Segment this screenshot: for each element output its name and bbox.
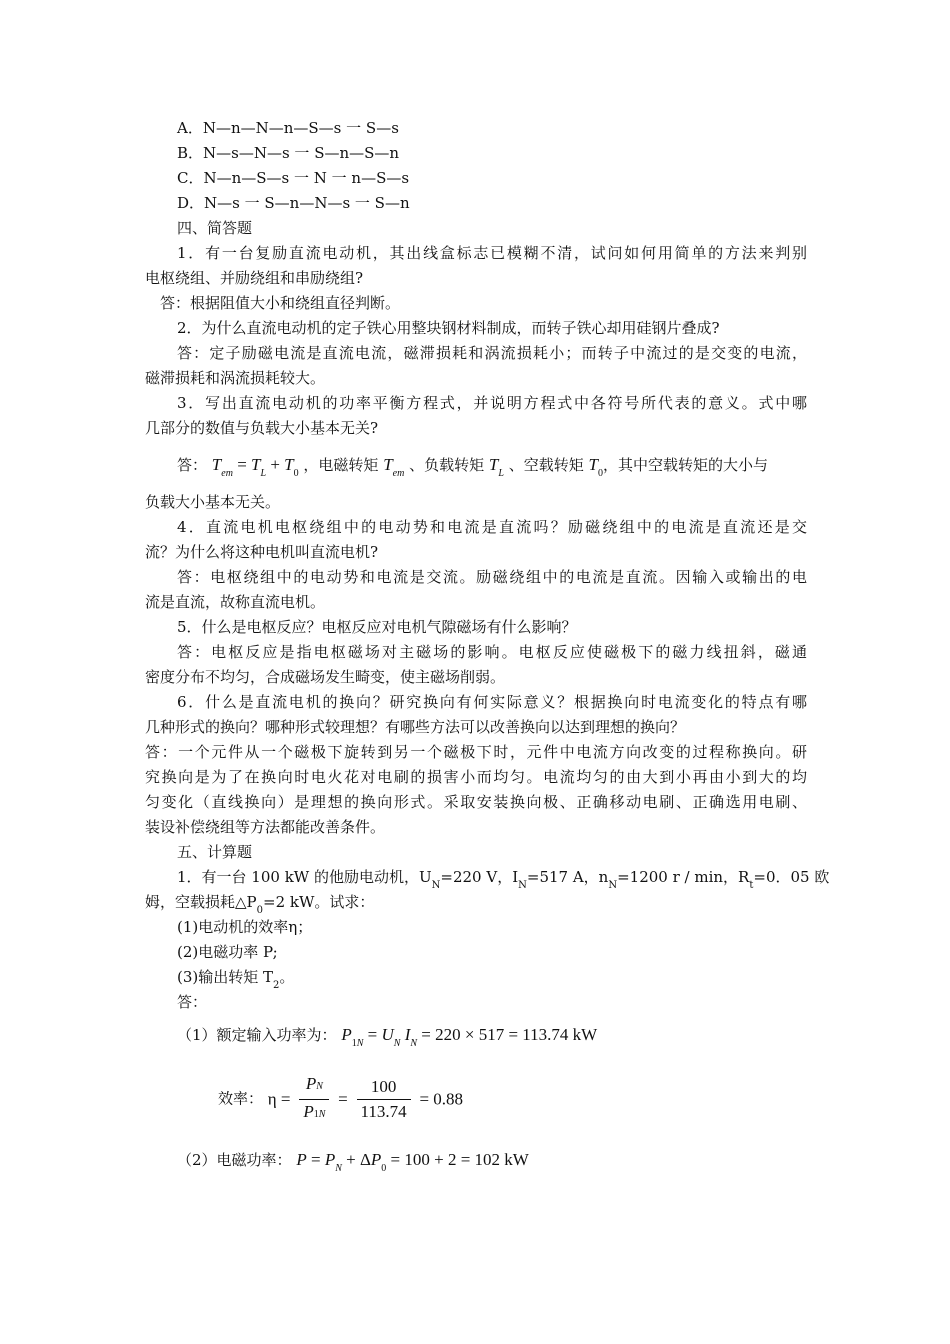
q3-line1: 3．写出直流电动机的功率平衡方程式，并说明方程式中各符号所代表的意义。式中哪	[177, 394, 807, 412]
q6-line2: 几种形式的换向？哪种形式较理想？有哪些方法可以改善换向以达到理想的换向？	[145, 718, 686, 736]
q6-answer2: 究换向是为了在换向时电火花对电刷的损害小而均匀。电流均匀的由大到小再由小到大的均	[145, 768, 807, 786]
efficiency-fraction-2: $\frac{100}{113.74}$	[357, 1075, 411, 1124]
q4-answer2: 流是直流，故称直流电机。	[145, 593, 326, 611]
calc-line2: 姆，空载损耗$\triangle P_0=2$ kW。试求：	[145, 893, 375, 916]
q3-answer-prefix: 答：	[177, 456, 208, 474]
calc-step1: （1）额定输入功率为： $P_{1N} = U_N$ $I_N = 220 \times 517 = 113.74$ kW	[177, 1025, 598, 1049]
input-power-equation: $P_{1N} = U_N$ $I_N = 220 \times 517 = 113.74$ kW	[341, 1025, 598, 1049]
q5-answer2: 密度分布不均匀，合成磁场发生畸变，使主磁场削弱。	[145, 668, 506, 686]
option-b: B．N—s—N—s 一 S—n—S—n	[177, 144, 400, 162]
calc-line1: 1．有一台 100 kW 的他励电动机，$U_N=220$ V，$I_N=517$ A，$n_N=1200$ r / min，$R_t=0$．05 欧	[177, 868, 830, 891]
em-power-equation: $P = P_N + \Delta P_0 = 100 + 2 = 102$ kW	[296, 1150, 529, 1174]
q1-line2: 电枢绕组、并励绕组和串励绕组?	[145, 269, 364, 287]
calc-item3: (3)输出转矩 $T_2$。	[177, 968, 295, 991]
calc-item2: (2)电磁功率 P;	[177, 943, 278, 961]
calc-answer-label: 答：	[177, 993, 208, 1011]
option-c: C．N—n—S—s 一 N 一 n—S—s	[177, 169, 410, 187]
q2-answer2: 磁滞损耗和涡流损耗较大。	[145, 369, 326, 387]
q6-answer4: 装设补偿绕组等方法都能改善条件。	[145, 818, 386, 836]
q6-answer1: 答：一个元件从一个磁极下旋转到另一个磁极下时，元件中电流方向改变的过程称换向。研	[145, 743, 807, 761]
q3-answer-line: 答： $T_{em} = T_L + T_0$ ，电磁转矩 $T_{em}$ 、负载转矩 $T_L$ 、空载转矩 $T_0$，其中空载转矩的大小与	[177, 455, 769, 479]
q4-line2: 流？为什么将这种电机叫直流电机?	[145, 543, 379, 561]
q3-answer2: 负载大小基本无关。	[145, 493, 281, 511]
q1-line1: 1．有一台复励直流电动机，其出线盒标志已模糊不清，试问如何用简单的方法来判别	[177, 244, 807, 262]
q6-line1: 6．什么是直流电机的换向？研究换向有何实际意义？根据换向时电流变化的特点有哪	[177, 693, 807, 711]
calc-item1: (1)电动机的效率η；	[177, 918, 313, 936]
section5-title: 五、计算题	[177, 843, 253, 861]
q5-line1: 5．什么是电枢反应？电枢反应对电机气隙磁场有什么影响？	[177, 618, 577, 636]
section4-title: 四、简答题	[177, 219, 253, 237]
torque-equation: $T_{em} = T_L + T_0$	[211, 455, 299, 479]
calc-efficiency: 效率： η = $\frac{PN}{P1N}$ = $\frac{100}{113.74}$ = 0.88	[218, 1072, 463, 1127]
option-d: D．N—s 一 S—n—N—s 一 S—n	[177, 194, 410, 212]
q3-line2: 几部分的数值与负载大小基本无关?	[145, 419, 379, 437]
calc-step2: （2）电磁功率： $P = P_N + \Delta P_0 = 100 + 2 = 102$ kW	[177, 1150, 529, 1174]
q1-answer: 答：根据阻值大小和绕组直径判断。	[160, 294, 401, 312]
q2-answer1: 答：定子励磁电流是直流电流，磁滞损耗和涡流损耗小；而转子中流过的是交变的电流，	[177, 344, 807, 362]
q5-answer1: 答：电枢反应是指电枢磁场对主磁场的影响。电枢反应使磁极下的磁力线扭斜，磁通	[177, 643, 807, 661]
efficiency-fraction-1: $\frac{PN}{P1N}$	[299, 1072, 329, 1127]
q4-line1: 4．直流电机电枢绕组中的电动势和电流是直流吗？励磁绕组中的电流是直流还是交	[177, 518, 807, 536]
q2-line1: 2．为什么直流电动机的定子铁心用整块钢材料制成，而转子铁心却用硅钢片叠成?	[177, 319, 720, 337]
q6-answer3: 匀变化（直线换向）是理想的换向形式。采取安装换向极、正确移动电刷、正确选用电刷、	[145, 793, 807, 811]
q4-answer1: 答：电枢绕组中的电动势和电流是交流。励磁绕组中的电流是直流。因输入或输出的电	[177, 568, 807, 586]
option-a: A．N—n—N—n—S—s 一 S—s	[177, 119, 399, 137]
